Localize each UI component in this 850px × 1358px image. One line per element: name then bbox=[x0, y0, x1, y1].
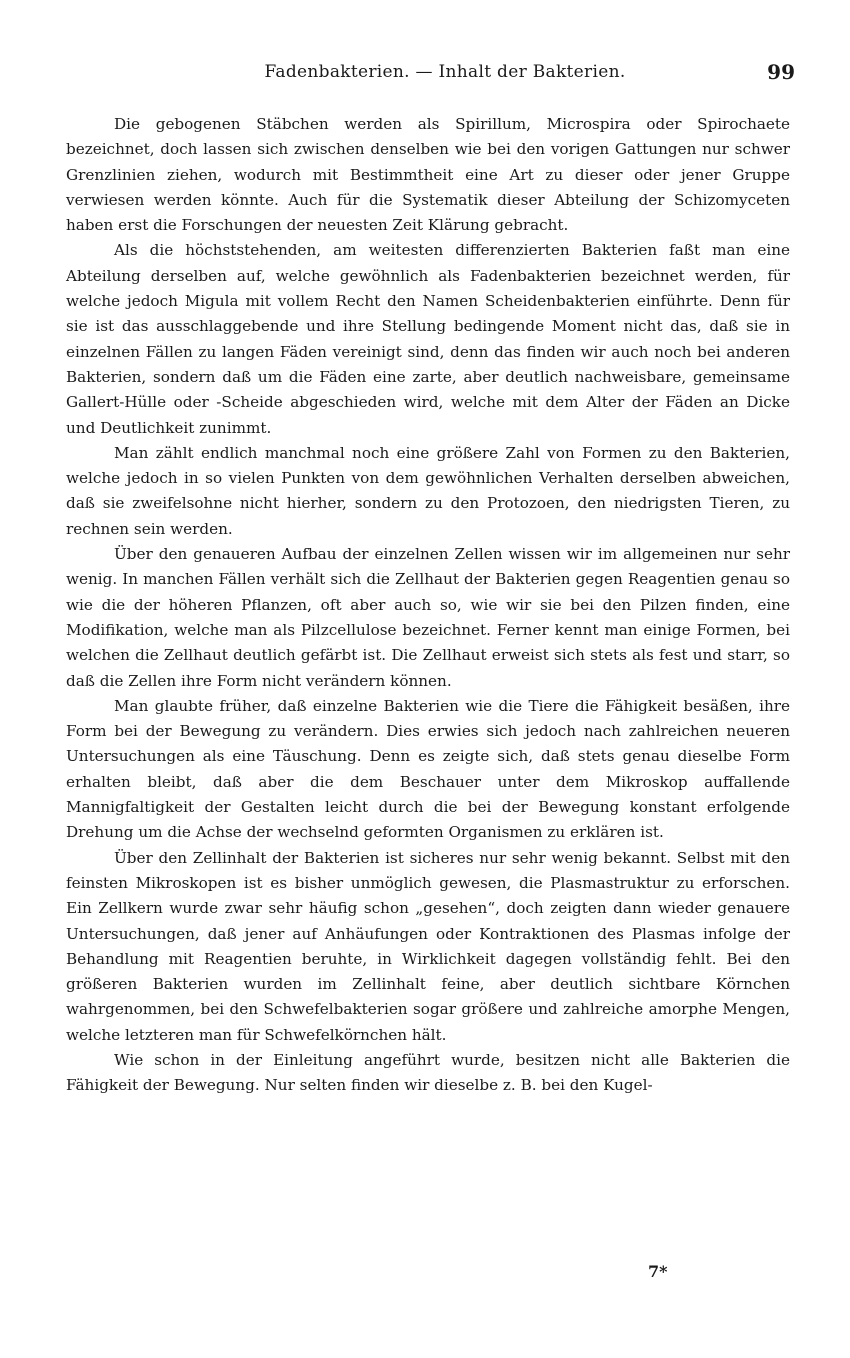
paragraph: Die gebogenen Stäbchen werden als Spirillum, Microspira oder Spirochaete bezeichnet, doch lassen sich zwischen denselben wie bei den vorigen Gattungen nur schwer Grenzlinien ziehen, wodurch mit Bestimmtheit eine Art zu dieser oder jener Gruppe verwiesen werden könnte. Auch für die Systematik dieser Abteilung der Schizomyceten haben erst die Forschungen der neuesten Zeit Klärung gebracht. bbox=[66, 115, 790, 235]
paragraph: Man zählt endlich manchmal noch eine größere Zahl von Formen zu den Bakterien, welche jedoch in so vielen Punkten von dem gewöhnlichen Verhalten derselben abweichen, daß sie zweifelsohne nicht hierher, sondern zu den Protozoen, den niedrigsten Tieren, zu rechnen sein werden. bbox=[66, 443, 790, 538]
body-text bbox=[66, 112, 790, 1099]
running-head: Fadenbakterien. — Inhalt der Bakterien. bbox=[264, 62, 626, 82]
paragraph: Über den genaueren Aufbau der einzelnen Zellen wissen wir im allgemeinen nur sehr wenig. In manchen Fällen verhält sich die Zellhaut der Bakterien gegen Reagentien genau so wie die der höheren Pflanzen, oft aber auch so, wie wir sie bei den Pilzen finden, eine Modifikation, welche man als Pilzcellulose bezeichnet. Ferner kennt man einige Formen, bei welchen die Zellhaut deutlich gefärbt ist. Die Zellhaut erweist sich stets als fest und starr, so daß die Zellen ihre Form nicht verändern können. bbox=[66, 545, 790, 690]
paragraph: Über den Zellinhalt der Bakterien ist sicheres nur sehr wenig bekannt. Selbst mit den feinsten Mikroskopen ist es bisher unmöglich gewesen, die Plasmastruktur zu erforschen. Ein Zellkern wurde zwar sehr häufig schon „gesehen“, doch zeigten dann wieder genauere Untersuchungen, daß jener auf Anhäufungen oder Kontraktionen des Plasmas infolge der Behandlung mit Reagentien beruhte, in Wirklichkeit dagegen vollständig fehlt. Bei den größeren Bakterien wurden im Zellinhalt feine, aber deutlich sichtbare Körnchen wahrgenommen, bei den Schwefelbakterien sogar größere und zahlreiche amorphe Mengen, welche letzteren man für Schwefelkörnchen hält. bbox=[66, 848, 790, 1044]
page-header bbox=[95, 62, 795, 92]
paragraph: Als die höchststehenden, am weitesten differenzierten Bakterien faßt man eine Abteilung derselben auf, welche gewöhnlich als Fadenbakterien bezeichnet werden, für welche jedoch Migula mit vollem Recht den Namen Scheidenbakterien einführte. Denn für sie ist das ausschlaggebende und ihre Stellung bedingende Moment nicht das, daß sie in einzelnen Fällen zu langen Fäden vereinigt sind, denn das finden wir auch noch bei anderen Bakterien, sondern daß um die Fäden eine zarte, aber deutlich nachweisbare, gemeinsame Gallert-Hülle oder -Scheide abgeschieden wird, welche mit dem Alter der Fäden an Dicke und Deutlichkeit zunimmt. bbox=[66, 241, 790, 437]
page-number: 99 bbox=[767, 60, 795, 84]
signature-mark: 7* bbox=[648, 1262, 668, 1281]
paragraph: Man glaubte früher, daß einzelne Bakterien wie die Tiere die Fähigkeit besäßen, ihre Form bei der Bewegung zu verändern. Dies erwies sich jedoch nach zahlreichen neueren Untersuchungen als eine Täuschung. Denn es zeigte sich, daß stets genau dieselbe Form erhalten bleibt, daß aber die dem Beschauer unter dem Mikroskop auffallende Mannigfaltigkeit der Gestalten leicht durch die bei der Bewegung konstant erfolgende Drehung um die Achse der wechselnd geformten Organismen zu erklären ist. bbox=[66, 696, 790, 842]
paragraph: Wie schon in der Einleitung angeführt wurde, besitzen nicht alle Bakterien die Fähigkeit der Bewegung. Nur selten finden wir dieselbe z. B. bei den Kugel- bbox=[66, 1050, 790, 1095]
